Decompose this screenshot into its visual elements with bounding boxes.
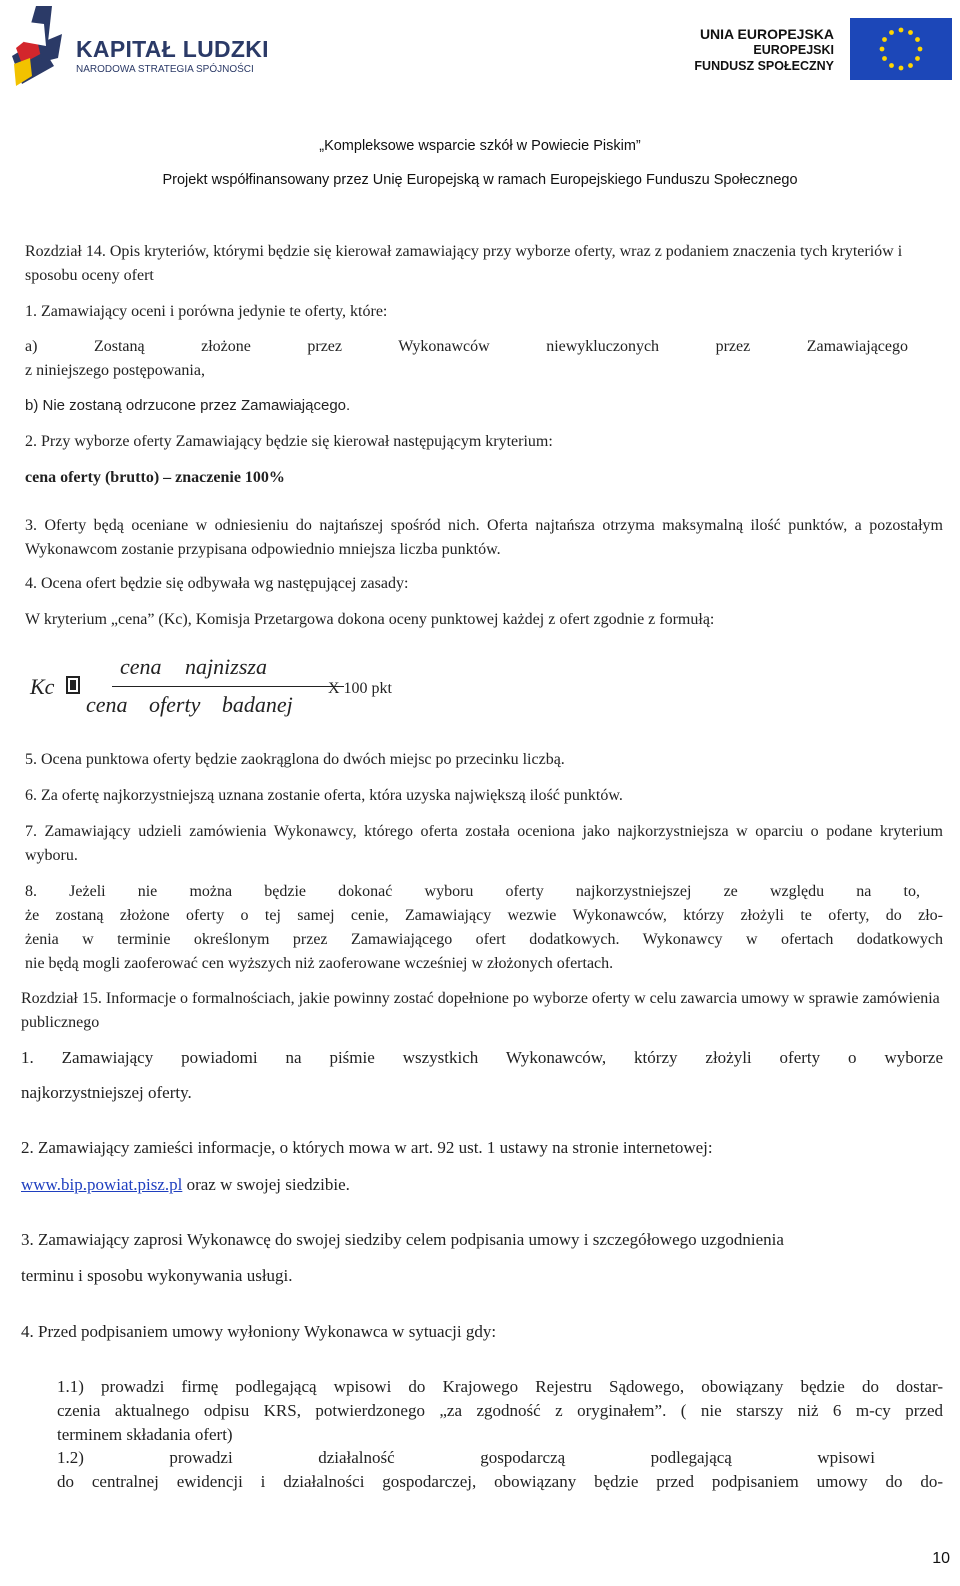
r14-paragraph-a-line1: a) Zostaną złożone przez Wykonawców niewykluczonych przez Zamawiającego	[25, 338, 908, 355]
r15-paragraph-2-line2	[21, 1173, 943, 1197]
formula-equals-symbol	[66, 676, 80, 694]
r14-paragraph-7: 7. Zamawiający udzieli zamówienia Wykonawcy, którego oferta została oceniona jako najkorzystniejsza w oparciu o podane kryterium wyboru.	[25, 823, 943, 864]
r14-paragraph-8-line1: 8. Jeżeli nie można będzie dokonać wyboru oferty najkorzystniejszej ze względu na to,	[25, 883, 920, 900]
formula-fraction-bar	[112, 686, 344, 687]
r15-paragraph-3-line2: terminu i sposobu wykonywania usługi.	[21, 1266, 293, 1285]
formula-numerator: cena najnizsza	[120, 654, 267, 679]
r15-item-1-1-line2: czenia aktualnego odpisu KRS, potwierdzonego „za zgodność z oryginałem”. ( nie starszy niż 6 m-cy przed	[57, 1401, 943, 1420]
r15-paragraph-2-suffix: oraz w swojej siedzibie.	[182, 1175, 350, 1194]
r14-paragraph-8-line4: nie będą mogli zaoferować cen wyższych niż zaoferowane wcześniej w złożonych ofertach.	[25, 955, 614, 972]
r14-formula-intro: W kryterium „cena” (Kc), Komisja Przetargowa dokona oceny punktowej każdej z ofert zgodnie z formułą:	[25, 611, 715, 628]
r15-paragraph-2-line1: 2. Zamawiający zamieści informacje, o których mowa w art. 92 ust. 1 ustawy na stronie internetowej:	[21, 1138, 713, 1157]
kapital-ludzki-star-icon	[8, 4, 68, 90]
formula-denominator: cena oferty badanej	[86, 692, 293, 717]
scoring-formula	[28, 652, 448, 724]
r14-paragraph-1: 1. Zamawiający oceni i porówna jedynie te oferty, które:	[25, 303, 388, 320]
rozdzial-15-heading: Rozdział 15. Informacje o formalnościach, jakie powinny zostać dopełnione po wyborze oferty w celu zawarcia umowy w sprawie zamówienia publicznego	[21, 990, 940, 1031]
kapital-ludzki-title: KAPITAŁ LUDZKI	[76, 36, 269, 62]
eu-flag-icon	[850, 18, 952, 80]
formula-lhs: Kc	[30, 674, 55, 699]
r15-item-1-2-line2: do centralnej ewidencji i działalności gospodarczej, obowiązany będzie przed podpisaniem umowy do do-	[57, 1472, 943, 1491]
r14-paragraph-3: 3. Oferty będą oceniane w odniesieniu do najtańszej spośród nich. Oferta najtańsza otrzyma maksymalną ilość punktów, a pozostałym Wykonawcom zostanie przypisana odpowiednio mniejsza liczba punktów.	[25, 517, 943, 558]
kapital-ludzki-subtitle: NARODOWA STRATEGIA SPÓJNOŚCI	[76, 64, 254, 75]
eu-line2: EUROPEJSKI	[753, 43, 834, 57]
r15-item-1-2-line1: 1.2) prowadzi działalność gospodarczą podlegającą wpisowi	[57, 1448, 875, 1467]
r15-item-1-1-line1: 1.1) prowadzi firmę podlegającą wpisowi do Krajowego Rejestru Sądowego, obowiązany będzie do dostar-	[57, 1377, 943, 1396]
r14-paragraph-2: 2. Przy wyborze oferty Zamawiający będzie się kierował następującym kryterium:	[25, 433, 553, 450]
r15-paragraph-1-line2: najkorzystniejszej oferty.	[21, 1083, 192, 1102]
page-number: 10	[932, 1550, 950, 1567]
r14-paragraph-a-line2: z niniejszego postępowania,	[25, 362, 205, 379]
r15-paragraph-3-line1: 3. Zamawiający zaprosi Wykonawcę do swojej siedziby celem podpisania umowy i szczegółowego uzgodnienia	[21, 1230, 784, 1249]
kapital-ludzki-logo	[8, 4, 268, 94]
r15-paragraph-4: 4. Przed podpisaniem umowy wyłoniony Wykonawca w sytuacji gdy:	[21, 1322, 497, 1341]
project-title: „Kompleksowe wsparcie szkół w Powiecie Piskim”	[319, 138, 641, 154]
eu-line1: UNIA EUROPEJSKA	[699, 26, 834, 42]
r14-paragraph-5: 5. Ocena punktowa oferty będzie zaokrąglona do dwóch miejsc po przecinku liczbą.	[25, 751, 565, 768]
project-subtitle: Projekt współfinansowany przez Unię Europejską w ramach Europejskiego Funduszu Społecznego	[162, 172, 798, 188]
formula-multiplier: X 100 pkt	[328, 680, 392, 697]
eu-logo	[662, 18, 952, 82]
r15-item-1-1-line3: terminem składania ofert)	[57, 1425, 233, 1444]
r14-paragraph-8-line2: że zostaną złożone oferty o tej samej cenie, Zamawiający wezwie Wykonawców, którzy złożyli te oferty, do zło-	[25, 907, 943, 924]
bip-link[interactable]: www.bip.powiat.pisz.pl	[21, 1175, 183, 1194]
r15-paragraph-1-line1: 1. Zamawiający powiadomi na piśmie wszystkich Wykonawców, którzy złożyli oferty o wyborze	[21, 1048, 943, 1067]
rozdzial-14-heading: Rozdział 14. Opis kryteriów, którymi będzie się kierował zamawiający przy wyborze oferty, wraz z podaniem znaczenia tych kryteriów i sposobu oceny ofert	[25, 243, 903, 284]
r14-paragraph-4: 4. Ocena ofert będzie się odbywała wg następującej zasady:	[25, 575, 409, 592]
r14-criterion: cena oferty (brutto) – znaczenie 100%	[25, 469, 285, 486]
eu-line3: FUNDUSZ SPOŁECZNY	[694, 59, 834, 73]
page-header	[0, 0, 960, 110]
r14-paragraph-b: b) Nie zostaną odrzucone przez Zamawiającego.	[25, 397, 351, 414]
r14-paragraph-8-line3: żenia w terminie określonym przez Zamawiającego ofert dodatkowych. Wykonawcy w ofertach dodatkowych	[25, 931, 943, 948]
r14-paragraph-6: 6. Za ofertę najkorzystniejszą uznana zostanie oferta, która uzyska największą ilość punktów.	[25, 787, 623, 804]
eu-text	[694, 26, 834, 74]
